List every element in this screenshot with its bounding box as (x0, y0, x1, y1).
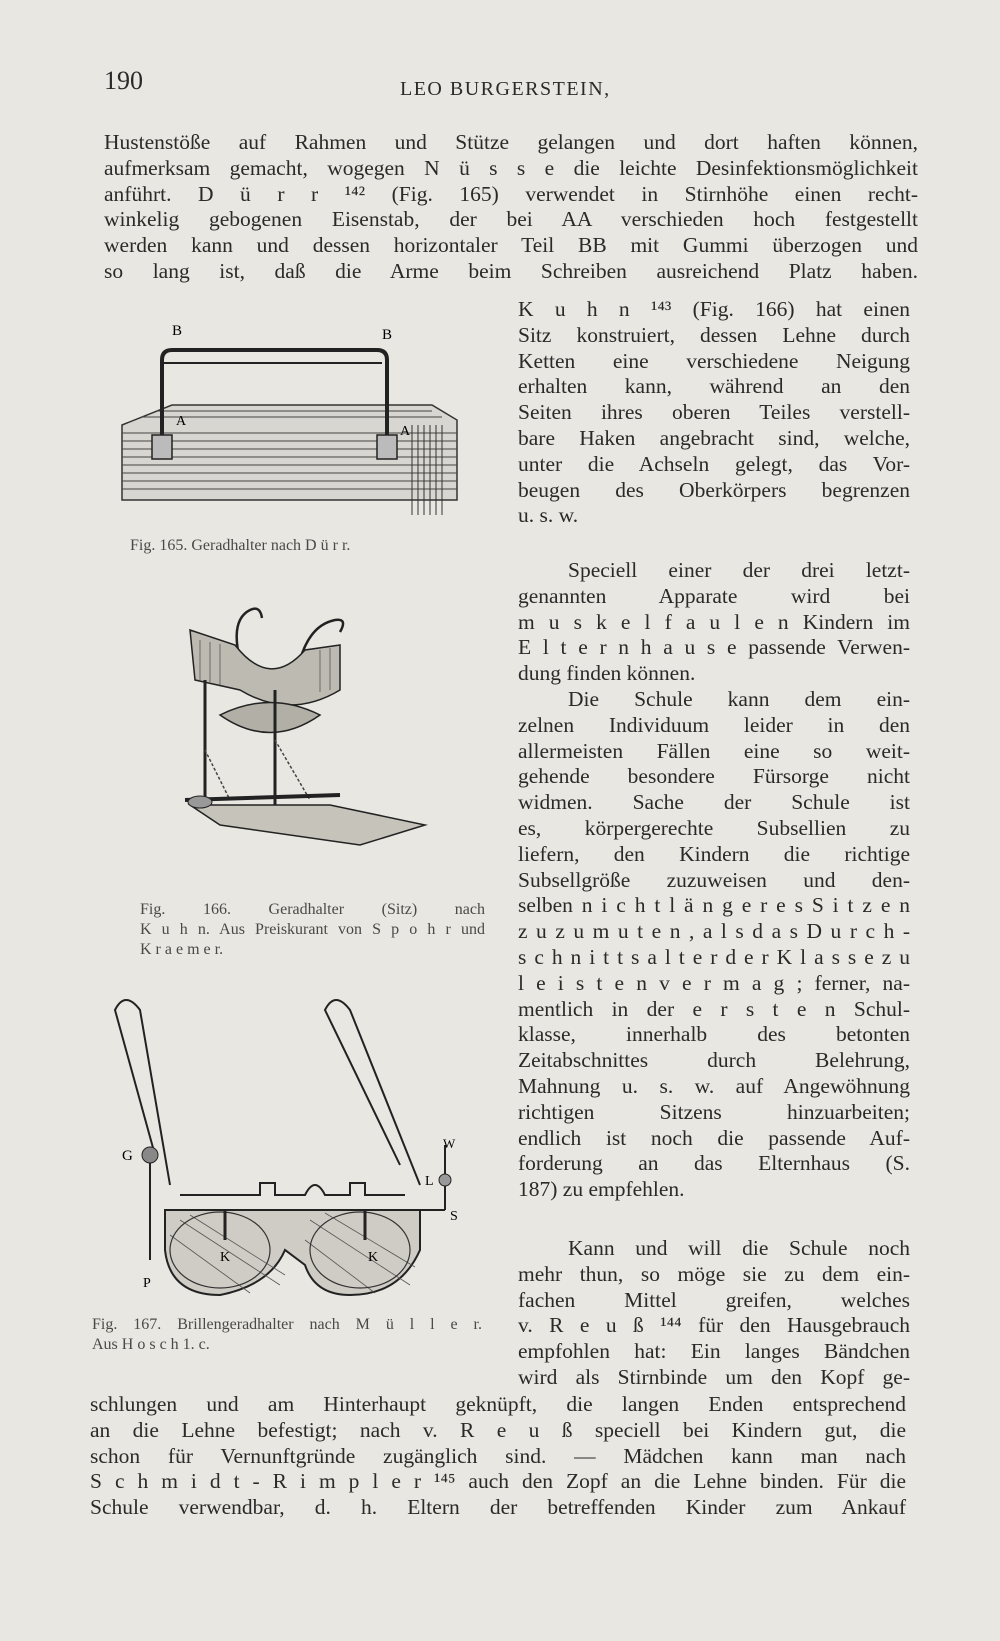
kuhn-paragraph (518, 297, 910, 529)
figure-166-caption (140, 900, 485, 960)
text-line: es, körpergerechte Subsellien zu (518, 815, 910, 840)
text-line: an die Lehne befestigt; nach v. R e u ß speciell bei Kindern gut, die (90, 1417, 906, 1442)
caption-line: Fig. 167. Brillengeradhalter nach M ü l l e r. (92, 1316, 482, 1333)
fig165-label-a1: A (176, 414, 187, 429)
text-line: endlich ist noch die passende Auf- (518, 1125, 910, 1150)
text-line: Seiten ihres oberen Teiles verstell- (518, 400, 910, 425)
fig167-label-l: L (425, 1174, 434, 1189)
text-line: Zeitabschnittes durch Belehrung, (518, 1048, 910, 1073)
text-line: werden kann und dessen horizontaler Teil BB mit Gummi überzogen und (104, 233, 918, 258)
fig167-label-k2: K (368, 1250, 379, 1265)
text-line: wird als Stirnbinde um den Kopf ge- (518, 1364, 910, 1389)
text-line: Ketten eine verschiedene Neigung (518, 348, 910, 373)
fig167-label-w: W (443, 1136, 456, 1151)
text-line: genannten Apparate wird bei (518, 583, 910, 608)
text-line: richtigen Sitzens hinzuarbeiten; (518, 1099, 910, 1124)
fig165-label-b1: B (172, 325, 183, 339)
text-line: gehende besondere Fürsorge nicht (518, 764, 910, 789)
figure-167-spectacle-holder (110, 995, 480, 1305)
fig167-label-p: P (143, 1276, 151, 1291)
schule-paragraph (518, 687, 910, 1203)
text-line: so lang ist, daß die Arme beim Schreiben ausreichend Platz haben. (104, 258, 918, 283)
text-line: empfohlen hat: Ein langes Bändchen (518, 1339, 910, 1364)
text-line: anführt. D ü r r ¹⁴² (Fig. 165) verwendet in Stirnhöhe einen recht- (104, 181, 918, 206)
text-line: E l t e r n h a u s e passende Verwen- (518, 635, 910, 660)
text-line: unter die Achseln gelegt, das Vor- (518, 451, 910, 476)
fig167-label-g: G (122, 1148, 133, 1164)
text-line: 187) zu empfehlen. (518, 1177, 685, 1202)
fig165-label-b2: B (382, 327, 393, 343)
text-line: fachen Mittel greifen, welches (518, 1287, 910, 1312)
figure-167-caption (92, 1315, 482, 1355)
text-line: Hustenstöße auf Rahmen und Stütze gelangen und dort haften können, (104, 130, 918, 154)
text-line: schon für Vernunftgründe zugänglich sind. — Mädchen kann man nach (90, 1443, 906, 1468)
kann-paragraph (518, 1236, 910, 1391)
text-line: liefern, den Kindern die richtige (518, 841, 910, 866)
speciell-paragraph (518, 558, 910, 687)
text-line: Die Schule kann dem ein- (568, 687, 910, 711)
text-line: v. R e u ß ¹⁴⁴ für den Hausgebrauch (518, 1313, 910, 1338)
text-line: zelnen Individuum leider in den (518, 712, 910, 737)
caption-line: Aus H o s c h 1. c. (92, 1336, 210, 1353)
text-line: forderung an das Elternhaus (S. (518, 1151, 910, 1176)
text-line: Speciell einer der drei letzt- (568, 558, 910, 582)
text-line: z u z u m u t e n , a l s d a s D u r c h - (518, 919, 910, 944)
text-line: bare Haken angebracht sind, welche, (518, 425, 910, 450)
text-line: selben n i c h t l ä n g e r e s S i t z e n (518, 893, 910, 918)
text-line: K u h n ¹⁴³ (Fig. 166) hat einen (518, 297, 910, 321)
text-line: Subsellgröße zuzuweisen und den- (518, 867, 910, 892)
page-number: 190 (104, 66, 143, 95)
top-paragraph (104, 130, 918, 285)
fig165-label-a2: A (400, 424, 411, 439)
caption-line: K u h n. Aus Preiskurant von S p o h r und (140, 921, 485, 938)
fig167-label-s: S (450, 1209, 458, 1224)
text-line: beugen des Oberkörpers begrenzen (518, 477, 910, 502)
text-line: winkelig gebogenen Eisenstab, der bei AA verschieden hoch festgestellt (104, 207, 918, 232)
text-line: widmen. Sache der Schule ist (518, 790, 910, 815)
text-line: Sitz konstruiert, dessen Lehne durch (518, 322, 910, 347)
text-line: schlungen und am Hinterhaupt geknüpft, die langen Enden entsprechend (90, 1392, 906, 1416)
text-line: Schule verwendbar, d. h. Eltern der betreffenden Kinder zum Ankauf (90, 1495, 906, 1520)
running-title: LEO BURGERSTEIN, (400, 78, 611, 100)
text-line: u. s. w. (518, 503, 579, 528)
text-line: S c h m i d t - R i m p l e r ¹⁴⁵ auch den Zopf an die Lehne binden. Für die (90, 1469, 906, 1494)
text-line: mentlich in der e r s t e n Schul- (518, 996, 910, 1021)
text-line: Mahnung u. s. w. auf Angewöhnung (518, 1073, 910, 1098)
figure-166-kuhn-seat (180, 600, 440, 885)
text-line: allermeisten Fällen eine so weit- (518, 738, 910, 763)
text-line: l e i s t e n v e r m a g ; ferner, na- (518, 970, 910, 995)
text-line: aufmerksam gemacht, wogegen N ü s s e die leichte Desinfektionsmöglichkeit (104, 155, 918, 180)
text-line: klasse, innerhalb des betonten (518, 1022, 910, 1047)
fig167-label-k1: K (220, 1250, 231, 1265)
caption-line: K r a e m e r. (140, 941, 224, 958)
text-line: s c h n i t t s a l t e r d e r K l a s s e z u (518, 944, 910, 969)
text-line: dung finden können. (518, 661, 696, 686)
text-line: m u s k e l f a u l e n Kindern im (518, 609, 910, 634)
figure-165-geradhalter (112, 325, 462, 525)
figure-165-caption: Fig. 165. Geradhalter nach D ü r r. (130, 537, 351, 554)
caption-line: Fig. 166. Geradhalter (Sitz) nach (140, 901, 485, 918)
text-line: Kann und will die Schule noch (568, 1236, 910, 1260)
bottom-paragraph (90, 1392, 906, 1521)
text-line: erhalten kann, während an den (518, 374, 910, 399)
text-line: mehr thun, so möge sie zu dem ein- (518, 1261, 910, 1286)
